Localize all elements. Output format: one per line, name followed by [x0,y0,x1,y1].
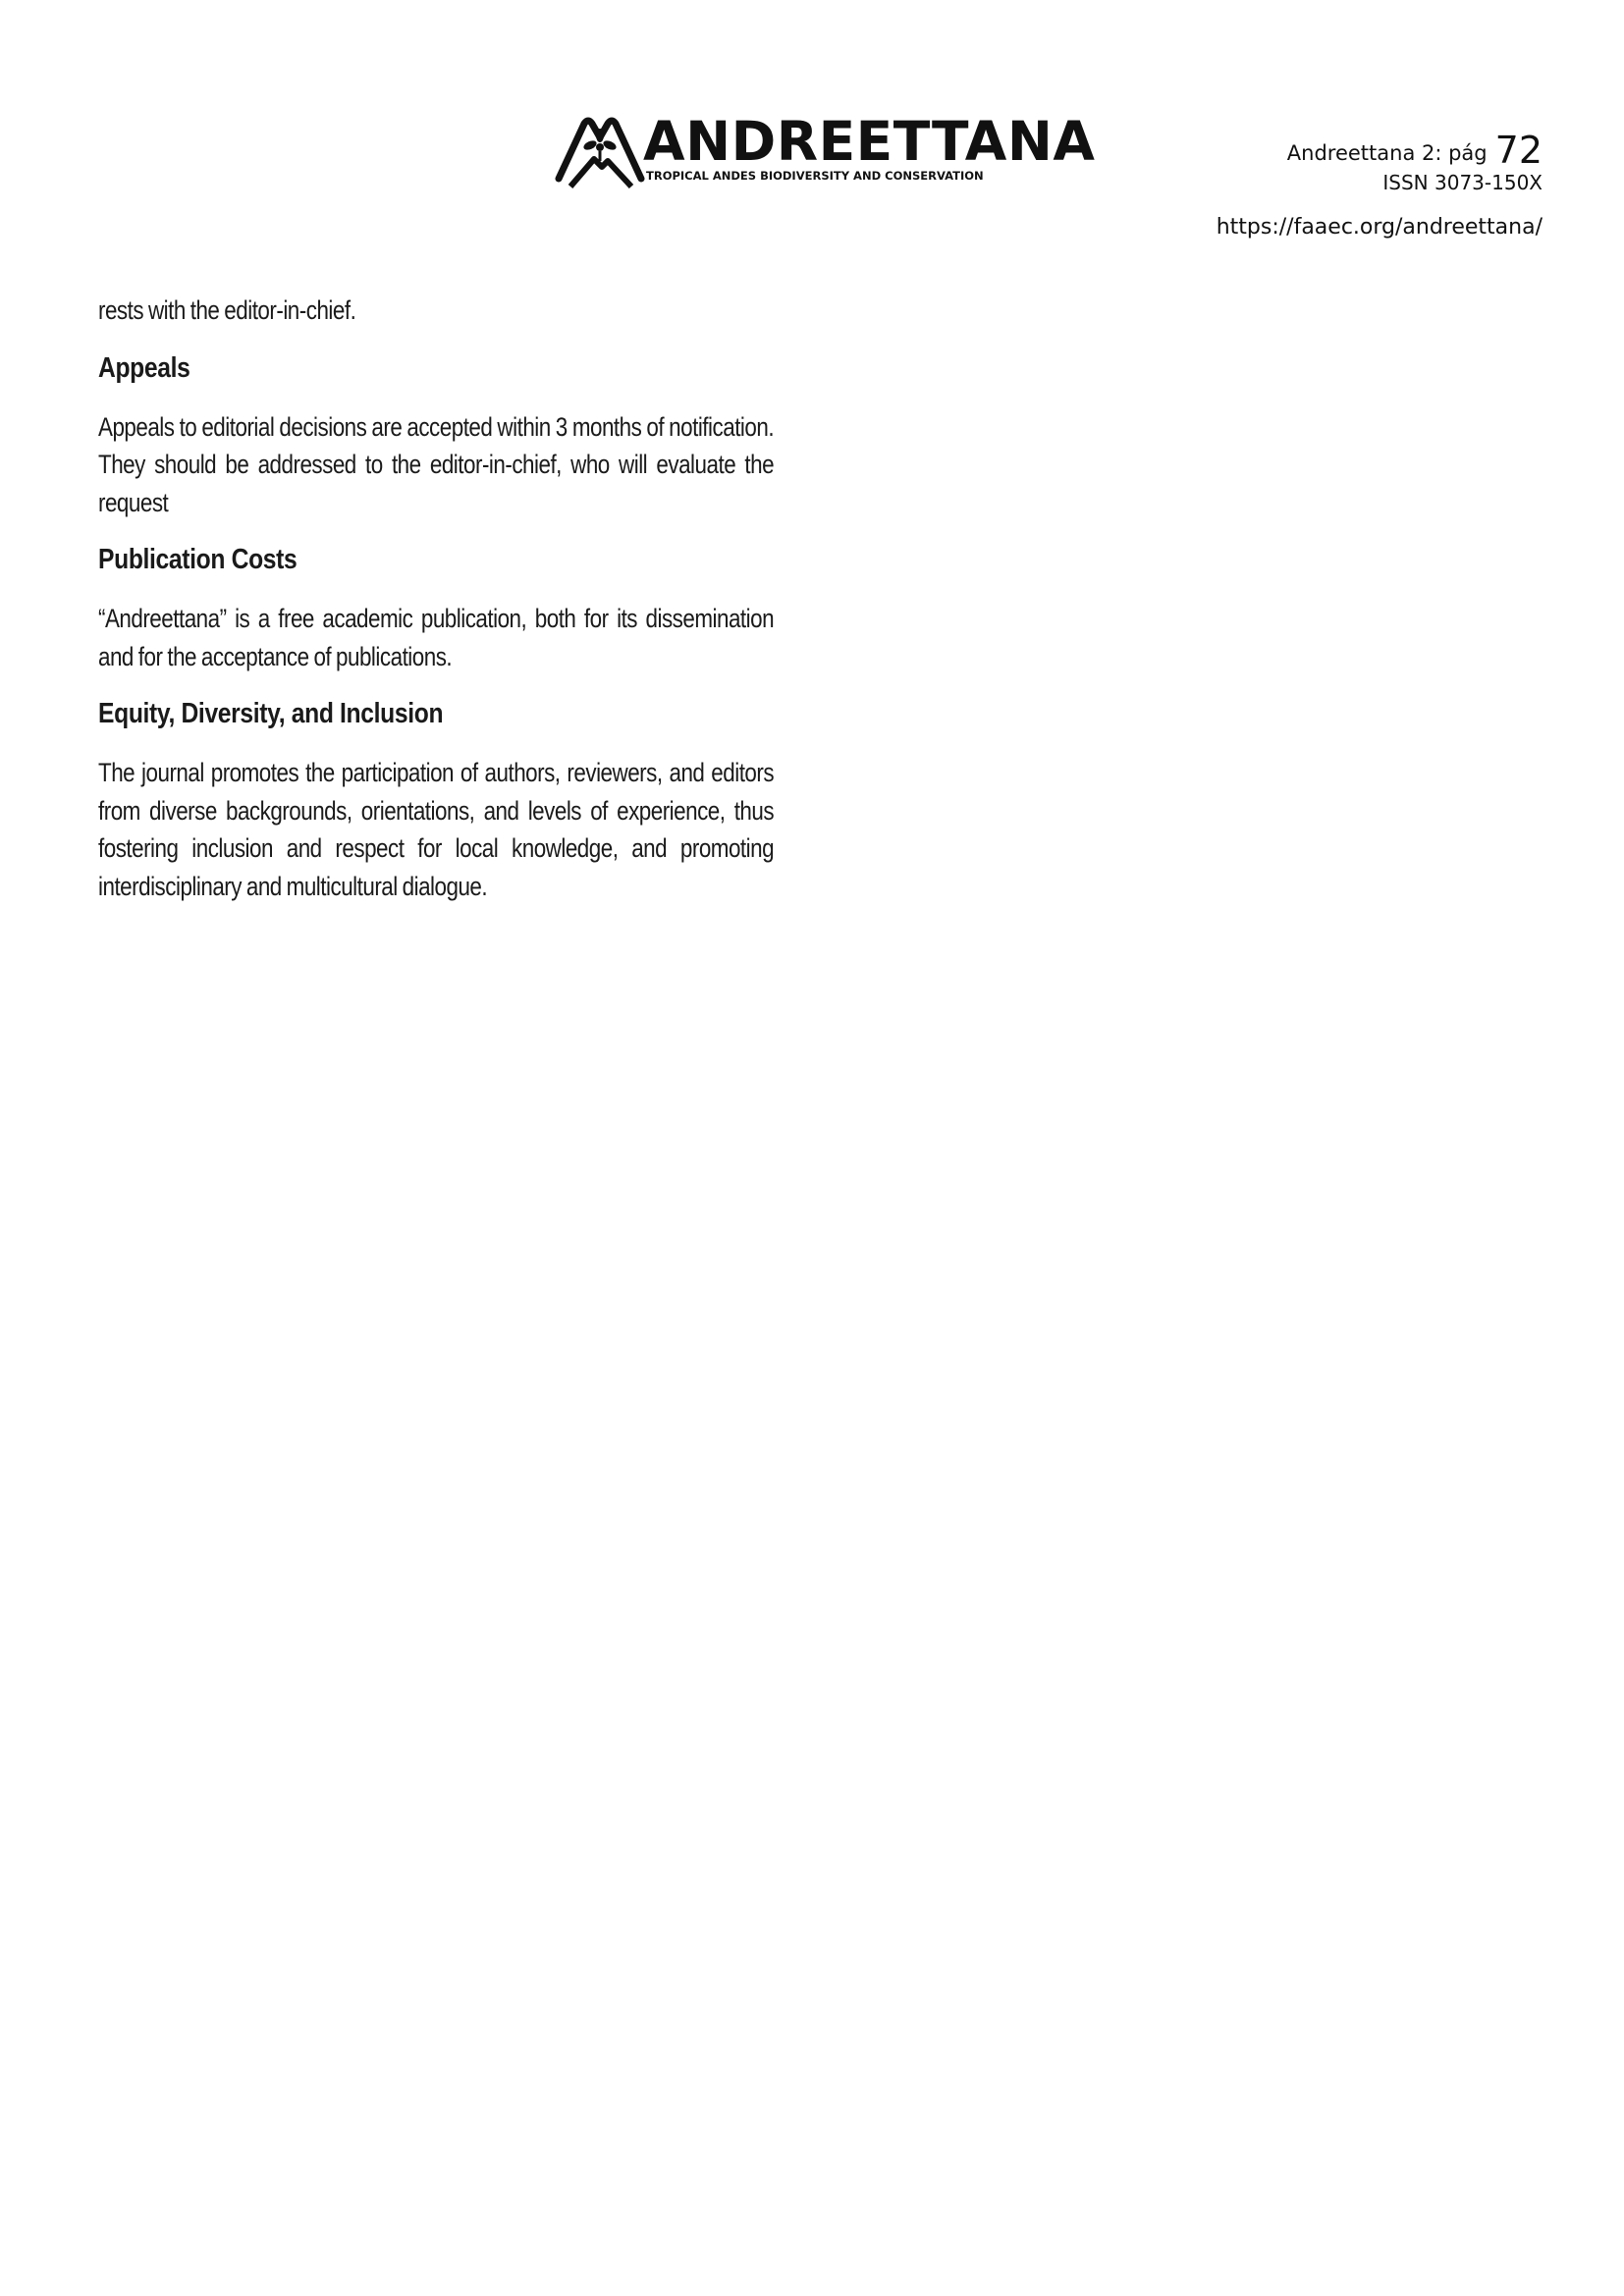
journal-reference [1217,129,1543,172]
journal-logo [555,110,1096,188]
issn: ISSN 3073-150X [1382,171,1543,194]
section-heading-publication-costs: Publication Costs [98,544,298,575]
section-text-appeals: Appeals to editorial decisions are accepted within 3 months of notification. They should be addressed to the editor-in-chief, who will evaluate the request [98,411,775,517]
section-text-publication-costs: “Andreettana” is a free academic publication, both for its dissemination and for the acceptance of publications. [98,604,775,671]
journal-url[interactable]: https://faaec.org/andreettana/ [1216,215,1543,240]
andreettana-mountain-flower-icon [555,110,645,188]
section-text-equity: The journal promotes the participation of authors, reviewers, and editors from diverse backgrounds, orientations, and levels of experience, thus fostering inclusion and respect for local knowledge, and promoting interdisciplinary and multicultural dialogue. [98,758,775,901]
page-header [0,0,1624,255]
section-heading-appeals: Appeals [98,351,190,384]
journal-issue: Andreettana 2: pág [1286,141,1488,165]
intro-paragraph: rests with the editor-in-chief. [98,295,356,325]
section-heading-equity: Equity, Diversity, and Inclusion [98,698,444,729]
page-number: 72 [1494,129,1543,172]
logo-wordmark: ANDREETTANA [643,110,1096,173]
logo-tagline: TROPICAL ANDES BIODIVERSITY AND CONSERVATION [646,169,984,183]
article-body [98,292,774,905]
journal-meta [1216,129,1543,240]
